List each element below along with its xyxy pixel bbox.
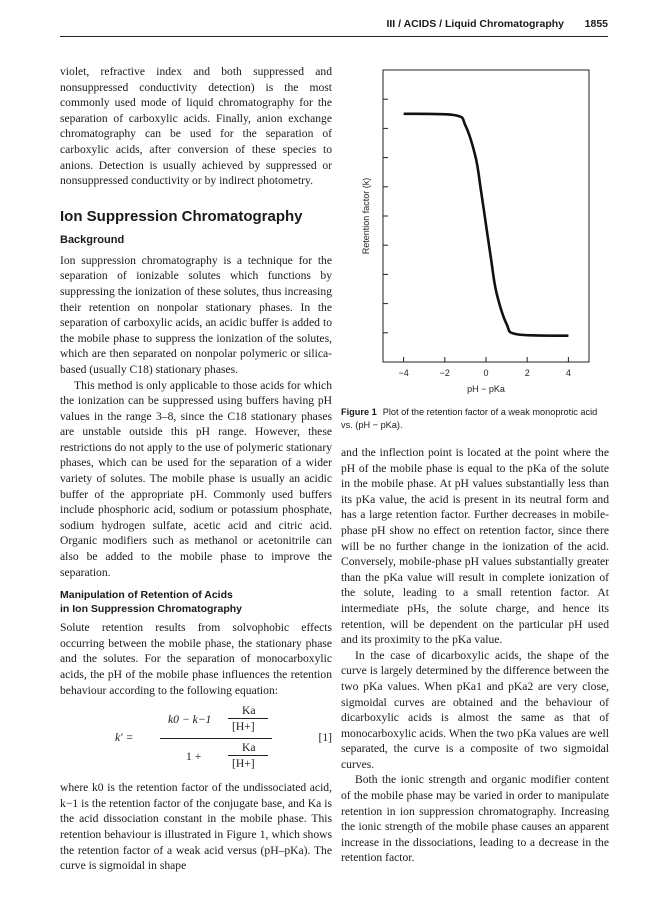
page-number: 1855 [584, 18, 608, 30]
running-title: III / ACIDS / Liquid Chromatography [386, 18, 564, 30]
x-tick-label-0: −4 [398, 368, 409, 378]
equation-1 [60, 702, 332, 774]
right-column [341, 445, 609, 866]
equation-ka-bottom: Ka [242, 741, 256, 755]
figure-label: Figure 1 [341, 407, 377, 417]
equation-h-top: [H+] [232, 720, 255, 734]
heading-line-1: Manipulation of Retention of Acids [60, 589, 233, 602]
paragraph-right-3: Both the ionic strength and organic modifier content of the mobile phase may be varied in order to manipulate retention in ion suppression chromatography. Increasing the ionic strength of the mobile phase causes an apparent increase in the dissociations, leading to a decrease in the retention factor. [341, 773, 609, 865]
paragraph-right-1: and the inflection point is located at the point where the pH of the mobile phase is equal to the pKa of the solute in the mobile phase. At pH values substantially less than its pKa value, the acid is present in its neutral form and has a large retention factor. Further decreases in mobile-phase pH show no effect on retention factor, since there will be no further change in the ionization of the acid. Conversely, mobile-phase pH values substantially greater than the pKa value will result in complete ionization of the solute, leading to a small retention factor. At intermediate pHs, the solute charge, and hence its retention, will be dependent on the particular pH used and its proximity to the pKa value. [341, 446, 609, 647]
figure-caption-text: Plot of the retention factor of a weak monoprotic acid vs. (pH − pKa). [341, 407, 598, 430]
equation-num-left: k0 − k−1 [168, 713, 212, 727]
x-axis-label: pH − pKa [467, 384, 505, 394]
y-axis-label: Retention factor (k) [361, 177, 371, 255]
series-line-0 [404, 114, 569, 336]
x-tick-label-1: −2 [439, 368, 450, 378]
x-tick-label-3: 2 [524, 368, 530, 378]
left-column [60, 64, 332, 874]
paragraph-background-1: Ion suppression chromatography is a technique for the separation of ionizable solutes which functions by suppressing the ionization of these solutes, thus increasing their retention on nonpolar stationary phases. In the separation of carboxylic acids, an acidic buffer is added to the mobile phase to suppress the ionization of the solutes, which are then separated on nonpolar polymeric or silica-based (usually C18) stationary phases. [60, 253, 332, 376]
equation-ka-top: Ka [242, 704, 256, 718]
figure-caption [341, 406, 609, 431]
section-heading: Ion Suppression Chromatography [60, 207, 303, 225]
paragraph-background-2: This method is only applicable to those acids for which the ionization can be suppressed using buffers having pH values in the range 3–8, since the C18 stationary phases are unstable outside this pH range. However, these restrictions do not apply to the use of polymeric stationary phases, which can be used for the separation of a wider variety of solutes. The mobile phase is usually an acidic buffer of the appropriate pH. Commonly used buffers include phosphoric acid, sodium or potassium phosphate, sodium hydrogen sulfate, acetic acid and citric acid. Organic modifiers such as methanol or acetonitrile can also be added to the mobile phase to improve the separation. [60, 378, 332, 579]
figure-1-chart [341, 62, 609, 402]
equation-lhs: k′ = [115, 731, 134, 745]
subsection-heading-manipulation [60, 588, 332, 616]
heading-line-2: in Ion Suppression Chromatography [60, 603, 243, 616]
x-tick-label-2: 0 [483, 368, 489, 378]
running-head [60, 14, 608, 37]
paragraph-intro: violet, refractive index and both suppressed and nonsuppressed conductivity detection) is the most commonly used mode of liquid chromatography for the separation of carboxylic acids. Finally, anion exchange chromatography can be used for the separation of carboxylic acids, after conversion of these species to anions. Detection is usually achieved by suppressed or nonsuppressed conductivity or by indirect photometry. [60, 65, 332, 188]
equation-number: [1] [318, 731, 332, 745]
paragraph-where: where k0 is the retention factor of the undissociated acid, k−1 is the retention factor of the conjugate base, and Ka is the acid dissociation constant in the mobile phase. This retention behaviour is illustrated in Figure 1, which shows the retention factor of a weak acid versus (pH–pKa). The curve is sigmoidal in shape [60, 781, 332, 873]
equation-h-bottom: [H+] [232, 757, 255, 771]
paragraph-right-2: In the case of dicarboxylic acids, the shape of the curve is largely determined by the difference between the two pKa values. When pKa1 and pKa2 are very close, sigmoidal curves are obtained and the behaviour of dicarboxylic acids is almost the same as that of monocarboxylic acids. When the two pKa values are well separated, the curve is a composite of two sigmoidal curves. [341, 648, 609, 771]
subsection-heading-background: Background [60, 233, 125, 246]
paragraph-manipulation: Solute retention results from solvophobic effects occurring between the mobile phase, the stationary phase and the solutes. For the separation of monocarboxylic acids, the pH of the mobile phase influences the retention behaviour according to the following equation: [60, 621, 332, 697]
equation-one-plus: 1 + [186, 750, 202, 764]
x-tick-label-4: 4 [565, 368, 571, 378]
